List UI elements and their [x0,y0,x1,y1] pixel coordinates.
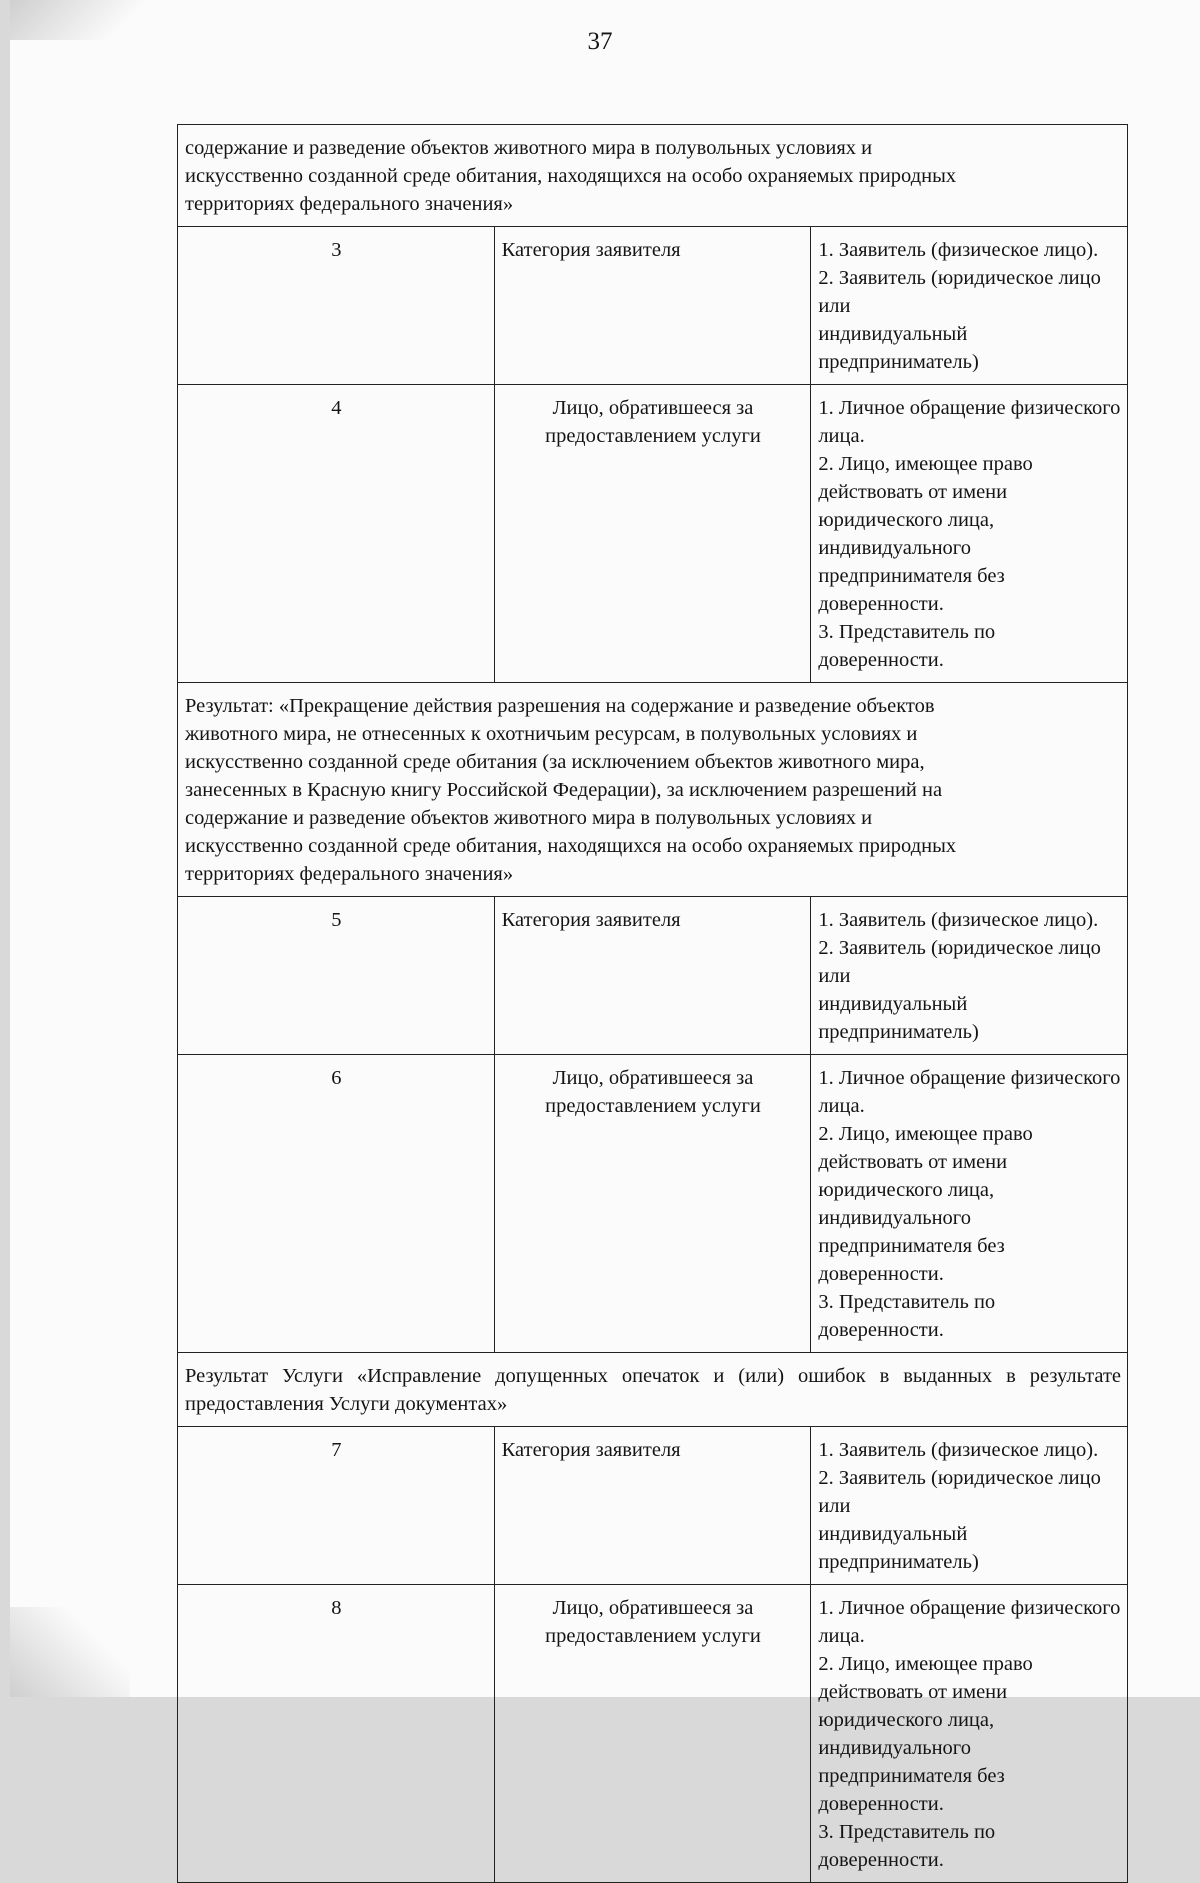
section-row [178,1353,1128,1427]
row-value-line: предпринимателя без доверенности. [818,565,1005,615]
row-value-line: юридического лица, индивидуального [818,1179,995,1229]
row-value [811,1585,1128,1883]
row-label: Категория заявителя [494,1427,811,1585]
row-value-line: 1. Заявитель (физическое лицо). [818,909,1099,931]
row-label: Лицо, обратившееся за предоставлением услуги [494,1055,811,1353]
section-text-line: занесенных в Красную книгу Российской Федерации), за исключением разрешений на [185,779,943,801]
row-label: Лицо, обратившееся за предоставлением услуги [494,385,811,683]
row-value [811,1427,1128,1585]
row-number: 4 [178,385,495,683]
row-label: Лицо, обратившееся за предоставлением услуги [494,1585,811,1883]
row-number: 8 [178,1585,495,1883]
table-row [178,1055,1128,1353]
row-value-line: 3. Представитель по доверенности. [818,1821,996,1871]
section-text-line: искусственно созданной среде обитания (за исключением объектов животного мира, [185,751,925,773]
section-text-line: животного мира, не отнесенных к охотничьим ресурсам, в полувольных условиях и [185,723,918,745]
table-row [178,1585,1128,1883]
row-value [811,897,1128,1055]
section-text-line: территориях федерального значения» [185,193,514,215]
table-row [178,385,1128,683]
table-row [178,227,1128,385]
row-value-line: индивидуальный предприниматель) [818,1523,979,1573]
row-value-line: 2. Лицо, имеющее право действовать от имени [818,1653,1033,1703]
row-number: 7 [178,1427,495,1585]
scan-artifact-bottom [10,1607,130,1697]
services-table [177,124,1128,1883]
row-value-line: 2. Заявитель (юридическое лицо или [818,1467,1101,1517]
row-value-line: 2. Заявитель (юридическое лицо или [818,267,1101,317]
row-number: 3 [178,227,495,385]
row-value-line: предпринимателя без доверенности. [818,1765,1005,1815]
row-value [811,227,1128,385]
row-value-line: юридического лица, индивидуального [818,509,995,559]
row-value-line: 1. Заявитель (физическое лицо). [818,1439,1099,1461]
row-value-line: предпринимателя без доверенности. [818,1235,1005,1285]
row-value-line: 2. Заявитель (юридическое лицо или [818,937,1101,987]
page-number: 37 [587,28,613,55]
section-row [178,125,1128,227]
row-value-line: 1. Личное обращение физического лица. [818,397,1121,447]
row-label: Категория заявителя [494,227,811,385]
row-number: 6 [178,1055,495,1353]
section-text-line: искусственно созданной среде обитания, находящихся на особо охраняемых природных [185,165,957,187]
table-row [178,1427,1128,1585]
row-value-line: индивидуальный предприниматель) [818,323,979,373]
row-value-line: 3. Представитель по доверенности. [818,621,996,671]
section-heading [178,125,1128,227]
row-number: 5 [178,897,495,1055]
section-text-line: содержание и разведение объектов животного мира в полувольных условиях и [185,807,873,829]
row-value-line: индивидуальный предприниматель) [818,993,979,1043]
section-text-line: Результат: «Прекращение действия разрешения на содержание и разведение объектов [185,695,935,717]
row-value-line: 2. Лицо, имеющее право действовать от имени [818,453,1033,503]
row-label: Категория заявителя [494,897,811,1055]
section-text-line: искусственно созданной среде обитания, находящихся на особо охраняемых природных [185,835,957,857]
section-text-line: территориях федерального значения» [185,863,514,885]
row-value-line: 2. Лицо, имеющее право действовать от имени [818,1123,1033,1173]
row-value [811,385,1128,683]
row-value-line: 1. Личное обращение физического лица. [818,1597,1121,1647]
section-row [178,683,1128,897]
table-row [178,897,1128,1055]
section-heading: Результат Услуги «Исправление допущенных опечаток и (или) ошибок в выданных в результате предоставления Услуги документах» [178,1353,1128,1427]
row-value [811,1055,1128,1353]
section-heading [178,683,1128,897]
row-value-line: 1. Личное обращение физического лица. [818,1067,1121,1117]
services-table-body [178,125,1128,1883]
row-value-line: 3. Представитель по доверенности. [818,1291,996,1341]
row-value-line: юридического лица, индивидуального [818,1709,995,1759]
section-text-line: содержание и разведение объектов животного мира в полувольных условиях и [185,137,873,159]
row-value-line: 1. Заявитель (физическое лицо). [818,239,1099,261]
